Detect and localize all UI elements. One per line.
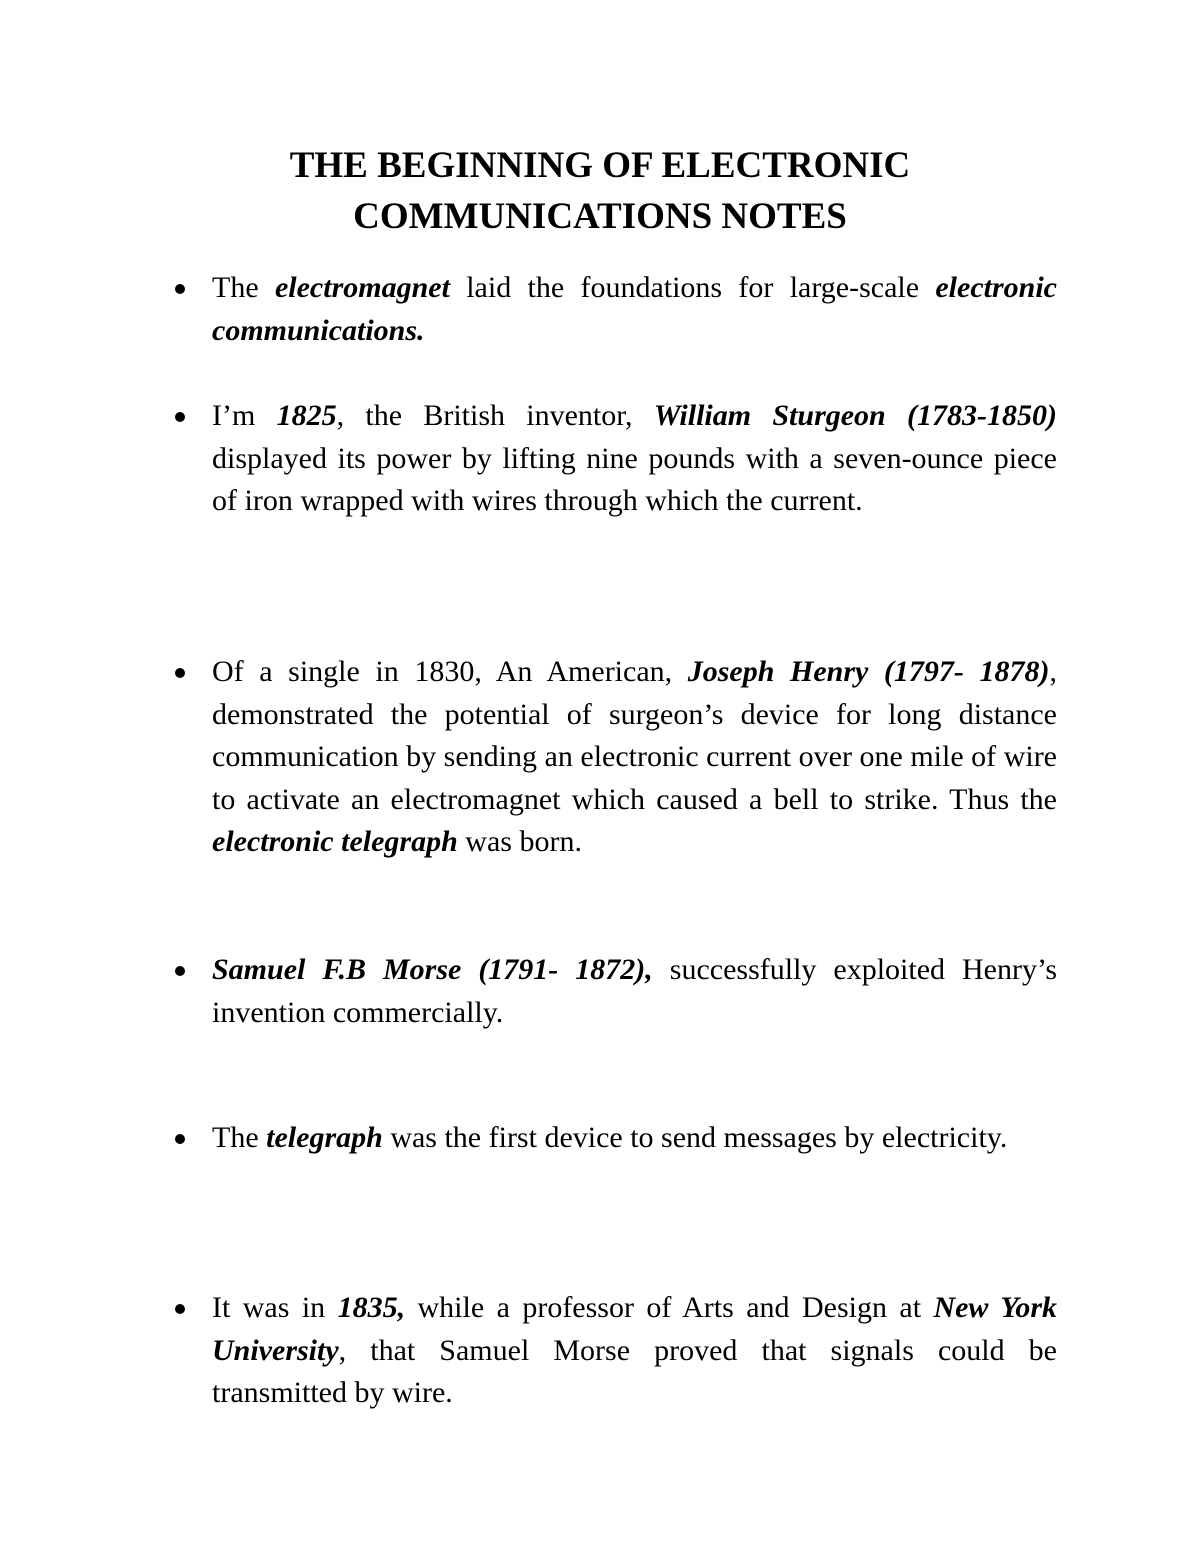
bullet-item-electromagnet: The electromagnet laid the foundations for large-scale electronic communications. [212,267,1057,352]
bullet-item-morse: Samuel F.B Morse (1791- 1872), successfully exploited Henry’s invention commercially. [212,949,1057,1034]
bullet-icon [175,668,185,678]
bullet-icon [175,966,185,976]
bullet-item-telegraph: The telegraph was the first device to send messages by electricity. [212,1117,1057,1160]
bullet-item-sturgeon: I’m 1825, the British inventor, William Sturgeon (1783-1850) displayed its power by lifting nine pounds with a seven-ounce piece of iron wrapped with wires through which the current. [212,395,1057,523]
bullet-icon [175,284,185,294]
bullet-item-nyu: It was in 1835, while a professor of Arts and Design at New York University, that Samuel Morse proved that signals could be transmitted by wire. [212,1287,1057,1415]
title-line-2: COMMUNICATIONS NOTES [353,196,847,237]
bullet-item-henry: Of a single in 1830, An American, Joseph Henry (1797- 1878), demonstrated the potential of surgeon’s device for long distance communication by sending an electronic current over one mile of wire to activate an electromagnet which caused a bell to strike. Thus the electronic telegraph was born. [212,651,1057,864]
bullet-icon [175,1304,185,1314]
bullet-icon [175,1134,185,1144]
document-title [0,140,1200,242]
bullet-icon [175,412,185,422]
title-line-1: THE BEGINNING OF ELECTRONIC [289,145,911,186]
